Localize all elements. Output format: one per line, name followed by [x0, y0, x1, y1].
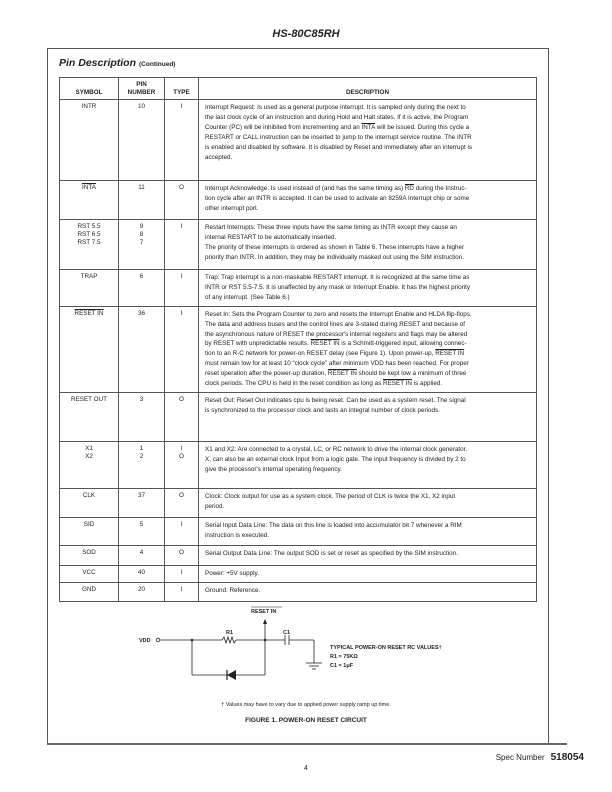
description-text: X1 and X2: Are connected to a crystal, LC, or RC network to drive the internal clock generator.: [205, 445, 468, 453]
symbol-cell: [60, 545, 119, 565]
description-text: the last clock cycle of an instruction and during Hold and Halt states. If it is active, the Program: [205, 113, 469, 121]
pin-number-text: 7: [139, 239, 144, 247]
description-text: Interrupt Acknowledge: Is used instead of (and has the same timing as): [205, 185, 405, 192]
table-header-row: [60, 78, 537, 100]
header-pin-number: [119, 78, 165, 100]
spec-number-value: 518054: [550, 752, 584, 763]
description-text: Counter (PC) will be inhibited from incrementing and an: [205, 123, 362, 131]
type-text: O: [179, 395, 184, 403]
pin-number-text: 3: [139, 395, 144, 403]
figure-footnote: † Values may have to vary due to applied power supply ramp up time.: [221, 702, 391, 708]
section-title: [59, 57, 175, 69]
pin-number-cell: [119, 270, 165, 307]
pin-number-text: 6: [139, 273, 144, 280]
resistor-r1-symbol: [222, 637, 236, 643]
symbol-cell: [60, 100, 119, 181]
description-cell: [199, 306, 537, 392]
description-cell: [199, 488, 537, 517]
symbol-cell: [60, 306, 119, 392]
symbol-text: RST 6.5: [77, 231, 101, 239]
description-cell: [199, 270, 537, 307]
vdd-terminal: [156, 638, 160, 642]
overlined-signal: INTA: [82, 184, 96, 191]
table-row: [60, 441, 537, 488]
type-cell: [165, 270, 199, 307]
description-cell: [199, 220, 537, 270]
table-row: [60, 545, 537, 565]
c1-value: C1 = 1μF: [330, 663, 354, 669]
type-text: I: [180, 568, 183, 576]
description-text: during the Instruc-: [413, 185, 467, 192]
symbol-cell: [60, 488, 119, 517]
overlined-signal: $\overline{RD}$: [404, 185, 414, 192]
description-text: priority than INTR. In addition, they may be individually masked out using the SIM instruction.: [205, 253, 464, 261]
description-text: Interrupt Request: Is used as a general purpose interrupt. It is sampled only during the next to: [205, 104, 466, 111]
description-text: the asynchronous nature of RESET the processor's internal registers and flags may be altered: [205, 330, 468, 338]
rc-values-title: TYPICAL POWER-ON RESET RC VALUES†: [330, 645, 442, 651]
description-text: Reset In: Sets the Program Counter to zero and resets the Interrupt Enable and HLDA flip-flops.: [205, 310, 472, 318]
table-row: [60, 517, 537, 545]
description-text: Ground: Reference.: [205, 586, 261, 594]
type-cell: [165, 392, 199, 441]
description-text: of any interrupt. (See Table 6.): [205, 293, 290, 301]
c1-label: C1: [283, 630, 291, 636]
description-text: The data and address buses and the control lines are 3-stated during RESET and because of: [205, 320, 465, 328]
type-text: O: [179, 548, 184, 556]
overlined-signal: RESET IN: [383, 380, 412, 388]
description-text: Restart Interrupts: These three inputs have the same timing as INTR except they cause an: [205, 224, 457, 231]
section-title-text: Pin Description: [59, 57, 137, 69]
table-row: [60, 270, 537, 307]
header-description: DESCRIPTION: [199, 78, 537, 100]
spec-label: Spec Number: [495, 753, 545, 762]
type-cell: [165, 517, 199, 545]
symbol-text: RST 7.5: [77, 239, 101, 247]
type-cell: [165, 488, 199, 517]
pin-number-text: 36: [137, 309, 145, 317]
description-text: Power: +5V supply.: [205, 569, 259, 577]
type-cell: [165, 181, 199, 220]
type-text: I: [180, 444, 183, 452]
table-row: [60, 306, 537, 392]
document-part-number: HS-80C85RH: [272, 28, 340, 40]
description-cell: [199, 392, 537, 441]
description-cell: [199, 565, 537, 582]
type-text: I: [180, 223, 183, 230]
description-text: INTR or RST 5.5-7.5. It is unaffected by any mask or Interrupt Enable. It has the highest priority: [205, 283, 471, 291]
table-row: [60, 100, 537, 181]
type-text: O: [179, 184, 184, 191]
pin-number-text: 2: [139, 453, 144, 461]
symbol-text: RST 5.5: [77, 223, 101, 230]
description-text: other interrupt port.: [205, 204, 259, 212]
type-text: O: [179, 453, 184, 461]
description-text: reset operation after the power-up duration,: [205, 370, 328, 378]
description-cell: [199, 545, 537, 565]
header-pin-line1: PIN: [136, 81, 147, 88]
pin-number-text: 1: [139, 444, 144, 452]
type-text: O: [179, 491, 184, 499]
symbol-text: SOD: [82, 548, 96, 556]
description-text: Reset Out: Reset Out indicates cpu is being reset. Can be used as a system reset. The signal: [205, 396, 466, 404]
type-cell: [165, 100, 199, 181]
type-cell: [165, 545, 199, 565]
pin-number-cell: [119, 441, 165, 488]
figure-caption: FIGURE 1. POWER-ON RESET CIRCUIT: [245, 717, 367, 724]
header-symbol: SYMBOL: [60, 78, 119, 100]
description-cell: [199, 441, 537, 488]
table-row: [60, 488, 537, 517]
pin-number-text: 4: [139, 548, 144, 556]
diode-icon: [227, 670, 236, 680]
description-text: clock periods. The CPU is held in the reset condition as long as: [205, 380, 384, 388]
symbol-text: VCC: [82, 568, 96, 576]
description-text: RESTART or CALL instruction can be inserted to jump to the interrupt service routine. The INTR: [205, 133, 472, 141]
arrow-up-icon: [263, 619, 267, 624]
symbol-text: GND: [82, 585, 96, 593]
table-row: [60, 392, 537, 441]
symbol-text: X1: [85, 444, 93, 452]
header-type: TYPE: [165, 78, 199, 100]
overlined-signal: RESET IN: [435, 350, 465, 358]
table-row: [60, 220, 537, 270]
pin-number-cell: [119, 100, 165, 181]
type-cell: [165, 220, 199, 270]
pin-number-text: 40: [137, 568, 145, 576]
symbol-cell: [60, 181, 119, 220]
table-row: [60, 181, 537, 220]
description-text: must remain low for at least 10 “clock cycle” after minimum VDD has been reached. For proper: [205, 360, 469, 368]
symbol-cell: [60, 220, 119, 270]
type-cell: [165, 565, 199, 582]
pin-number-text: 9: [139, 223, 144, 230]
type-text: I: [180, 273, 183, 280]
description-text: The priority of these interrupts is ordered as shown in Table 6. These interrupts have a higher: [205, 243, 465, 251]
description-text: Clock: Clock output for use as a system clock. The period of CLK is twice the X1, X2 input: [205, 492, 456, 500]
pin-number-cell: [119, 220, 165, 270]
pin-number-text: 37: [137, 491, 145, 499]
description-text: X, can also be an external clock Input from a logic gate. The input frequency is divided by 2 to: [205, 455, 466, 463]
symbol-text: TRAP: [80, 273, 98, 280]
description-text: Trap: Trap interrupt is a non-maskable RESTART interrupt. It is recognized at the same time as: [205, 274, 470, 281]
type-cell: [165, 441, 199, 488]
pin-number-cell: [119, 545, 165, 565]
description-text: is a Schmitt-triggered input, allowing connec-: [339, 340, 467, 348]
r1-value: R1 = 75KΩ: [330, 654, 358, 660]
spec-number: [496, 752, 584, 763]
r1-label: R1: [226, 630, 234, 636]
pin-number-text: 8: [139, 231, 144, 239]
vdd-label: VDD: [139, 638, 151, 644]
pin-number-text: 20: [137, 585, 145, 593]
symbol-text: RESET OUT: [71, 395, 107, 403]
description-text: is applied.: [411, 380, 443, 388]
symbol-cell: [60, 392, 119, 441]
pin-number-cell: [119, 181, 165, 220]
overlined-signal: RESET IN: [310, 340, 340, 348]
page-number: 4: [304, 765, 308, 772]
description-text: is synchronized to the processor clock and lasts an integral number of clock periods.: [205, 406, 440, 414]
footer-rule: [47, 743, 567, 745]
description-text: will be issued. During this cycle a: [374, 123, 470, 131]
description-text: tion to an R-C network for power-on RESET delay (see Figure 1). Upon power-up,: [205, 350, 436, 358]
type-text: I: [180, 585, 183, 593]
description-text: should be kept low a minimum of three: [356, 370, 467, 378]
pin-number-cell: [119, 517, 165, 545]
description-text: Serial Output Data Line: The output SOD is set or reset as specified by the SIM instruction.: [205, 549, 458, 557]
table-row: [60, 565, 537, 582]
symbol-text: CLK: [82, 491, 96, 499]
pin-number-cell: [119, 392, 165, 441]
description-text: accepted.: [205, 153, 233, 161]
pin-number-cell: [119, 565, 165, 582]
description-text: period.: [205, 502, 225, 510]
description-text: Serial Input Data Line: The data on this line is loaded into accumulator bit 7 whenever a RIM: [205, 521, 462, 529]
description-text: instruction is executed.: [205, 531, 270, 539]
junction-dot: [264, 639, 267, 642]
power-on-reset-circuit: [0, 590, 612, 700]
symbol-text: INTR: [81, 103, 97, 110]
symbol-cell: [60, 517, 119, 545]
symbol-text: SID: [83, 520, 95, 528]
pin-number-cell: [119, 488, 165, 517]
overlined-signal: INTA: [361, 123, 375, 131]
overlined-signal: RESET IN: [74, 309, 104, 317]
pin-number-text: 10: [137, 103, 145, 110]
description-text: give the processor's internal operating frequency.: [205, 465, 342, 473]
description-text: by RESET with unpredictable results.: [205, 340, 311, 348]
pin-number-text: 5: [139, 520, 144, 528]
pin-number-text: 11: [138, 184, 145, 191]
description-text: is enabled and disabled by software. It is disabled by Reset and immediately after an interrupt is: [205, 143, 473, 151]
description-cell: [199, 181, 537, 220]
type-text: I: [180, 103, 183, 110]
symbol-text: X2: [85, 453, 93, 461]
description-text: tion cycle after an INTR is accepted. It can be used to activate an 8259A Interrupt chip or some: [205, 194, 470, 202]
reset-in-label: RESET IN: [251, 609, 277, 615]
junction-dot: [191, 639, 194, 642]
pin-number-cell: [119, 306, 165, 392]
header-pin-line2: NUMBER: [127, 89, 156, 96]
symbol-cell: [60, 270, 119, 307]
type-cell: [165, 306, 199, 392]
description-cell: [199, 517, 537, 545]
type-text: I: [180, 520, 183, 528]
section-subtitle: (Continued): [139, 61, 176, 68]
description-cell: [199, 100, 537, 181]
symbol-cell: [60, 565, 119, 582]
description-text: internal RESTART to be automatically inserted.: [205, 233, 337, 241]
pin-description-table: [59, 77, 537, 602]
type-text: I: [180, 309, 183, 317]
symbol-cell: [60, 441, 119, 488]
overlined-signal: RESET IN: [327, 370, 357, 378]
